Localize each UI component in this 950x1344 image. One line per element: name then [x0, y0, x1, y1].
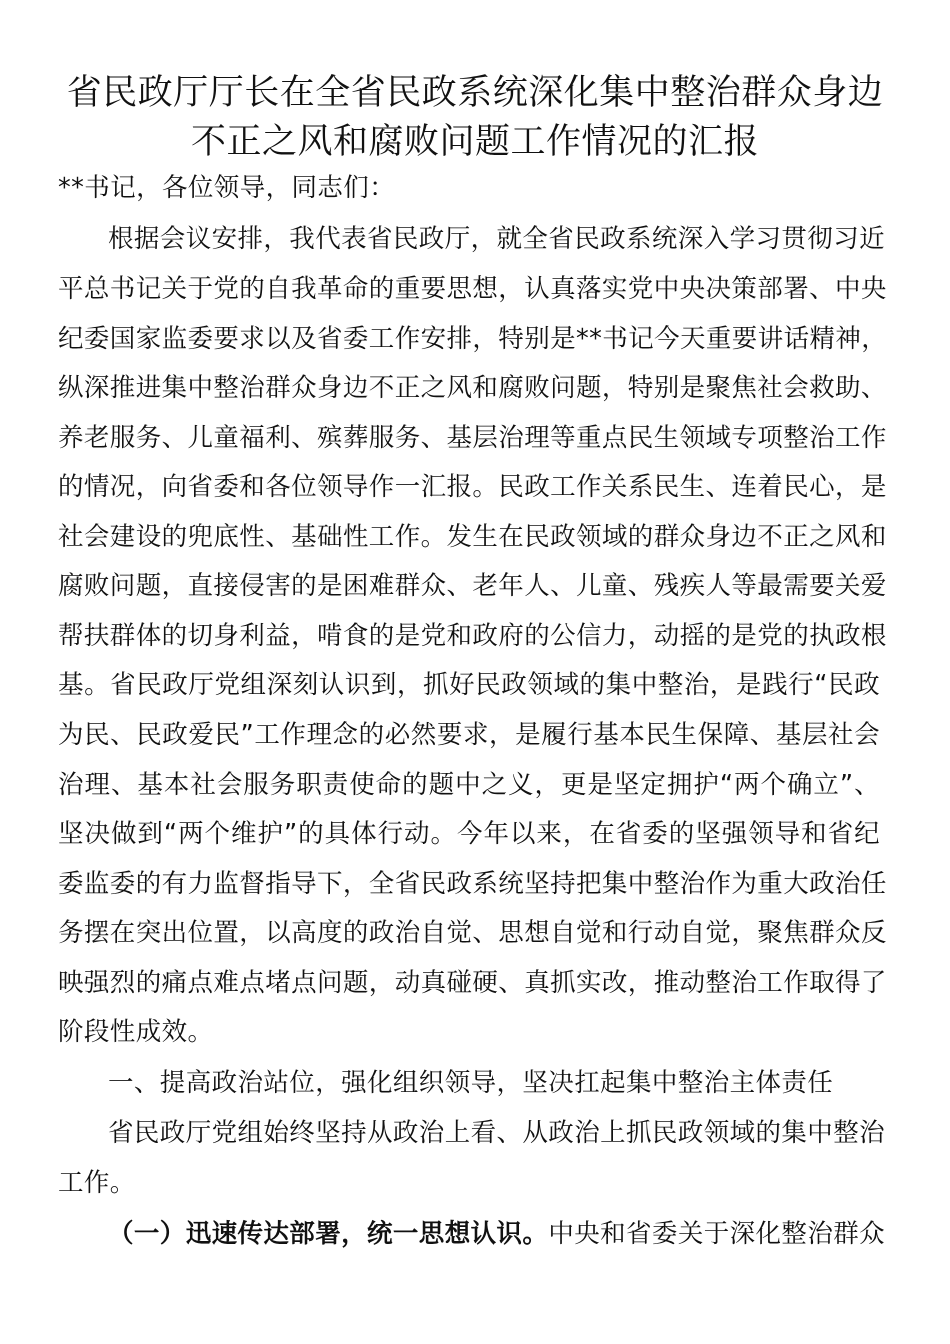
salutation: **书记，各位领导，同志们：	[58, 173, 396, 203]
paragraph-line: 务摆在突出位置，以高度的政治自觉、思想自觉和行动自觉，聚焦群众反	[58, 918, 887, 948]
subsection-line	[108, 1216, 886, 1252]
paragraph-line: 治理、基本社会服务职责使命的题中之义，更是坚定拥护“两个确立”、	[58, 770, 880, 800]
paragraph-line: 平总书记关于党的自我革命的重要思想，认真落实党中央决策部署、中央	[58, 274, 887, 304]
paragraph-line: 基。省民政厅党组深刻认识到，抓好民政领域的集中整治，是践行“民政	[58, 670, 880, 700]
paragraph-line: 坚决做到“两个维护”的具体行动。今年以来，在省委的坚强领导和省纪	[58, 819, 880, 849]
paragraph-line: 为民、民政爱民”工作理念的必然要求，是履行基本民生保障、基层社会	[58, 720, 880, 750]
paragraph-line: 纵深推进集中整治群众身边不正之风和腐败问题，特别是聚焦社会救助、	[58, 373, 887, 403]
paragraph-line: 的情况，向省委和各位领导作一汇报。民政工作关系民生、连着民心，是	[58, 472, 887, 502]
paragraph-line: 省民政厅党组始终坚持从政治上看、从政治上抓民政领域的集中整治	[108, 1118, 886, 1148]
document-title-line-1: 省民政厅厅长在全省民政系统深化集中整治群众身边	[66, 73, 884, 113]
paragraph-line: 帮扶群体的切身利益，啃食的是党和政府的公信力，动摇的是党的执政根	[58, 621, 887, 651]
paragraph-line: 腐败问题，直接侵害的是困难群众、老年人、儿童、残疾人等最需要关爱	[58, 571, 887, 601]
paragraph-line: 委监委的有力监督指导下，全省民政系统坚持把集中整治作为重大政治任	[58, 869, 887, 899]
paragraph-line: 纪委国家监委要求以及省委工作安排，特别是**书记今天重要讲话精神，	[58, 324, 888, 354]
paragraph-line: 养老服务、儿童福利、殡葬服务、基层治理等重点民生领域专项整治工作	[58, 423, 887, 453]
subsection-text: 中央和省委关于深化整治群众	[548, 1219, 886, 1249]
paragraph-line: 工作。	[58, 1168, 136, 1198]
paragraph-line: 根据会议安排，我代表省民政厅，就全省民政系统深入学习贯彻习近	[108, 224, 886, 254]
subsection-heading: （一）迅速传达部署，统一思想认识。	[108, 1219, 549, 1249]
document-title-line-2: 不正之风和腐败问题工作情况的汇报	[190, 122, 759, 162]
paragraph-line: 阶段性成效。	[58, 1017, 214, 1047]
section-heading: 一、提高政治站位，强化组织领导，坚决扛起集中整治主体责任	[108, 1068, 834, 1098]
paragraph-line: 社会建设的兜底性、基础性工作。发生在民政领域的群众身边不正之风和	[58, 522, 887, 552]
paragraph-line: 映强烈的痛点难点堵点问题，动真碰硬、真抓实改，推动整治工作取得了	[58, 968, 887, 998]
